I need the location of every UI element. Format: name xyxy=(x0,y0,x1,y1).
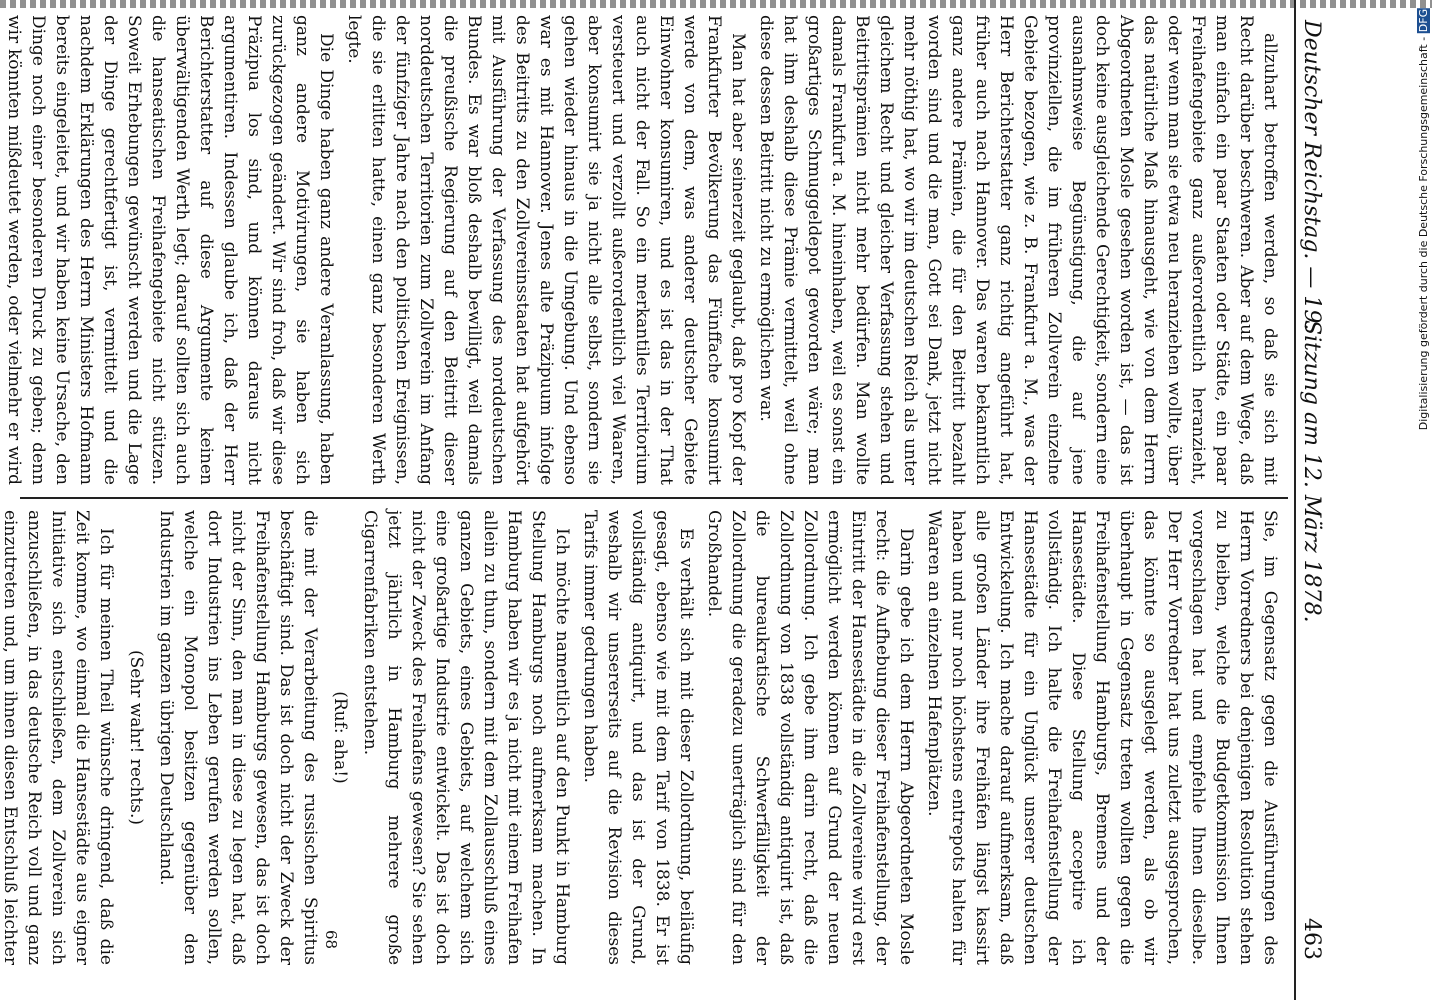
page-number: 463 xyxy=(1299,918,1324,960)
paragraph: Sie, im Gegensatz gegen die Ausführungen des Herrn Vorredners bei denjenigen Resolution stehen zu bleiben, welche die Budgetkommission Ihnen vorgeschlagen hat und empfehle Ihnen dieselbe. Der Herr Vorredner hat uns zuletzt ausgesprochen, das könnte so ausgelegt werden, als ob wir überhaupt in Gegensatz treten wollten gegen die Freihafenstellung Hamburgs, Bremens und der Hansestädte. Diese Stellung acceptire ich vollständig. Ich halte die Freihafenstellung der Hansestädte für ein Unglück unserer deutschen Entwickelung. Ich mache darauf aufmerksam, daß alle großen Länder ihre Freihäfen längst kassirt haben und nur noch höchstens entrepots halten für Waaren an einzelnen Hafenplätzen. xyxy=(924,510,1280,965)
printer-signature: 68 xyxy=(322,930,340,950)
paragraph: die mit der Verarbeitung des russischen Spiritus beschäftigt sind. Das ist doch nicht der Zweck der Freihafenstellung Hamburgs gewesen, das ist doch nicht der Sinn, den man in diese zu legen hat, daß dort Industrien ins Leben gerufen werden sollen, welche ein Monopol besitzen gegenüber den Industrien im ganzen übrigen Deutschland. xyxy=(156,510,320,965)
header-publication: Deutscher Reichstag. — 19. xyxy=(1299,20,1324,331)
paragraph: Ich möchte namentlich auf den Punkt in Hamburg Stellung Hamburgs noch aufmerksam machen. In Hamburg haben wir es ja nicht mit einem Freihafen allein zu thun, sondern mit dem Zollausschluß eines ganzen Gebiets, eines Gebiets, auf welchem sich eine großartige Industrie entwickelt. Das ist doch nicht der Zweck des Freihafens gewesen? Sie sehen jetzt jährlich in Hamburg mehrere große Cigarrenfabriken entstehen. xyxy=(360,510,572,965)
running-header xyxy=(1294,0,1330,1000)
header-session-date: Sitzung am 12. März 1878. xyxy=(1299,320,1324,623)
digitization-credit xyxy=(1417,8,1430,430)
column-divider xyxy=(20,497,1288,499)
credit-text: Digitalisierung gefördert durch die Deutsche Forschungsgemeinschaft - xyxy=(1417,33,1430,431)
interjection: (Sehr wahr! rechts.) xyxy=(126,649,146,826)
paragraph: Die Dinge haben ganz andere Veranlassung, haben ganz andere Motivirungen, sie haben sich zurückgezogen geändert. Wir sind froh, daß wir diese Präzipua los sind, und können daraus nicht argumentiren. Indessen glaube ich, daß der Herr Berichterstatter auf diese Argumente keinen überwältigenden Werth legt; darauf sollten sich auch die hanseatischen Freihafengebiete nicht stützen. Soweit Erhebungen gewünscht werden und die Lage der Dinge gerechtfertigt ist, vermittelt und die nachdem Erklärungen des Herrn Ministers Hofmann bereits eingeleitet, und wir haben keine Ursache, den Dinge noch einer besonderen Druck zu geben; denn wir könnten mißdeutet werden, oder vielmehr er wird xyxy=(4,15,336,485)
dfg-logo: DFG xyxy=(1417,9,1430,33)
right-column xyxy=(0,510,1282,965)
paragraph: Man hat aber seinerzeit geglaubt, daß pro Kopf der Frankfurter Bevölkerung das Fünffache konsumirt werde von dem, was anderer deutscher Gebiete Einwohner konsumiren, und es ist das in der That auch nicht der Fall. So ein merkantiles Territorium versteuert und verzollt außerordentlich viel Waaren, aber konsumirt sie ja nicht alle selbst, sondern sie gehen wieder hinaus in die Umgebung. Und ebenso war es mit Hannover. Jenes alte Präzipuum infolge des Beitritts zu den Zollvereinsstaaten hat aufgehört mit Ausführung der Verfassung des norddeutschen Bundes. Es war bloß deshalb bewilligt, weil damals die preußische Regierung auf den Beitritt dieser norddeutschen Territorien zum Zollverein im Anfang der fünfziger Jahre nach den politischen Ereignissen, die sie erlitten hatte, einen ganz besonderen Werth legte. xyxy=(344,15,748,485)
paragraph: allzuhart betroffen werden, so daß sie sich mit Recht darüber beschweren. Aber auf dem Wege, daß man einfach ein paar Staaten oder Städte, ein paar Freihafengebiete ganz außerordentlich heranzieht, oder wenn man sie etwa neu heranziehen wollte, über das natürliche Maß hinausgeht, wie von dem Herrn Abgeordneten Mosle gesehen worden ist, — das ist doch keine ausgleichende Gerechtigkeit, sondern eine ausnahmsweise Begünstigung, die auf jene provinziellen, die im früheren Zollverein einzelne Gebiete bezogen, wie z. B. Frankfurt a. M., was der Herr Berichterstatter ganz richtig angeführt hat, früher auch nach Hannover. Das waren bekanntlich ganz andere Prämien, die für den Beitritt bezahlt worden sind und die man, Gott sei Dank, jetzt nicht mehr nöthig hat, wo wir im deutschen Reich als unter gleichem Recht und gleicher Verfassung stehen und Beitrittsprämien nicht mehr bedürfen. Man wollte damals Frankfurt a. M. hineinhaben, weil es sonst ein großartiges Schmuggeldepot geworden wäre; man hat ihm deshalb diese Prämie vermittelt, weil ohne diese dessen Beitritt nicht zu ermöglichen war. xyxy=(756,15,1280,485)
interjection: (Ruf: aha!) xyxy=(330,691,350,784)
paragraph: Es verhält sich mit dieser Zollordnung, beiläufig gesagt, ebenso wie mit dem Tarif von 1838. Er ist vollständig antiquirt, und das ist der Grund, weshalb wir unsererseits auf die Revision dieses Tarifs immer gedrungen haben. xyxy=(580,510,696,965)
left-column xyxy=(4,15,1282,485)
paragraph: Darin gebe ich dem Herrn Abgeordneten Mosle recht: die Aufhebung dieser Freihafenstellung, der Eintritt der Hansestädte in die Zollvereine wird erst ermöglicht werden können auf Grund der neuen Zollordnung. Ich gebe ihm darin recht, daß die Zollordnung von 1838 vollständig antiquirt ist, daß die bureaukratische Schwerfälligkeit der Zollordnung die geradezu unerträglich sind für den Großhandel. xyxy=(704,510,916,965)
paragraph: Ich für meinen Theil wünsche dringend, daß die Zeit komme, wo einmal die Hansestädte aus eigner Initiative sich entschließen, dem Zollverein sich anzuschließen, in das deutsche Reich voll und ganz einzutreten und, um ihnen diesen Entschluß leichter xyxy=(0,510,116,965)
